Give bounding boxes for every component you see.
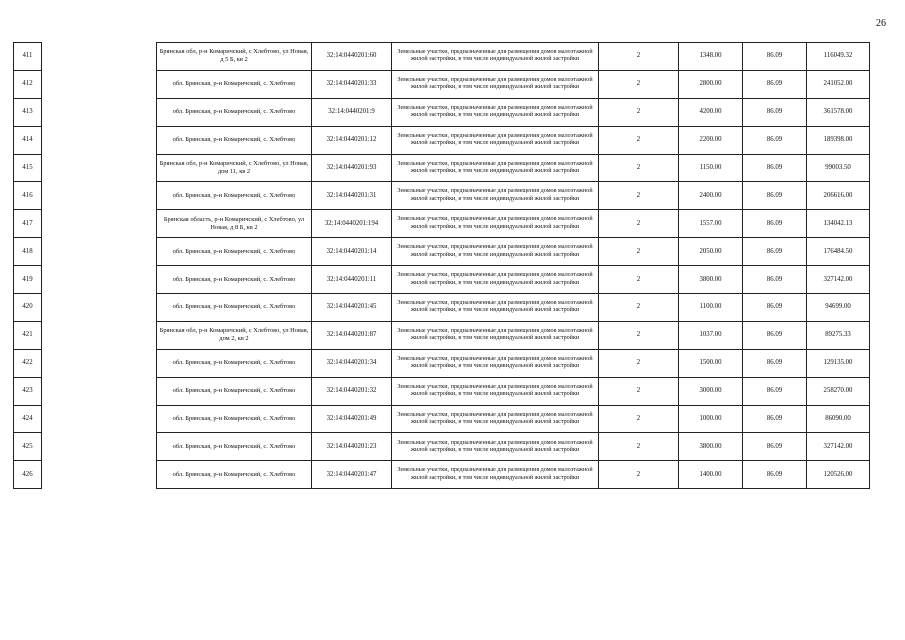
- category-cell: 2: [599, 461, 679, 489]
- area-cell: 1348.00: [679, 43, 743, 71]
- row-number-cell: 422: [14, 349, 42, 377]
- blank-column-cell: [42, 126, 157, 154]
- row-number-cell: 416: [14, 182, 42, 210]
- land-purpose-cell: Земельные участки, предназначенные для размещения домов малоэтажной жилой застройки, в том числе индивидуальной жилой застройки: [392, 70, 599, 98]
- table-row: [14, 433, 870, 461]
- area-cell: 2200.00: [679, 126, 743, 154]
- category-cell: 2: [599, 377, 679, 405]
- cadastral-number-cell: 32:14:0440201:32: [312, 377, 392, 405]
- category-cell: 2: [599, 349, 679, 377]
- area-cell: 1000.00: [679, 405, 743, 433]
- address-cell: обл. Брянская, р-н Комаричский, с. Хлебтово: [157, 377, 312, 405]
- row-number-cell: 414: [14, 126, 42, 154]
- row-number-cell: 419: [14, 266, 42, 294]
- cadastral-number-cell: 32:14:0440201:45: [312, 294, 392, 322]
- blank-column-cell: [42, 294, 157, 322]
- page-number: 26: [876, 18, 886, 29]
- blank-column-cell: [42, 238, 157, 266]
- address-cell: обл. Брянская, р-н Комаричский, с. Хлебтово: [157, 349, 312, 377]
- cadastral-value-cell: 89275.33: [807, 321, 870, 349]
- blank-column-cell: [42, 405, 157, 433]
- blank-column-cell: [42, 210, 157, 238]
- blank-column-cell: [42, 70, 157, 98]
- cadastral-number-cell: 32:14:0440201:11: [312, 266, 392, 294]
- row-number-cell: 411: [14, 43, 42, 71]
- rate-cell: 86.09: [743, 377, 807, 405]
- row-number-cell: 424: [14, 405, 42, 433]
- row-number-cell: 423: [14, 377, 42, 405]
- cadastral-value-cell: 189398.00: [807, 126, 870, 154]
- category-cell: 2: [599, 210, 679, 238]
- land-purpose-cell: Земельные участки, предназначенные для размещения домов малоэтажной жилой застройки, в том числе индивидуальной жилой застройки: [392, 210, 599, 238]
- cadastral-number-cell: 32:14:0440201:14: [312, 238, 392, 266]
- land-purpose-cell: Земельные участки, предназначенные для размещения домов малоэтажной жилой застройки, в том числе индивидуальной жилой застройки: [392, 461, 599, 489]
- row-number-cell: 412: [14, 70, 42, 98]
- blank-column-cell: [42, 321, 157, 349]
- cadastral-number-cell: 32:14:0440201:49: [312, 405, 392, 433]
- category-cell: 2: [599, 70, 679, 98]
- land-purpose-cell: Земельные участки, предназначенные для размещения домов малоэтажной жилой застройки, в том числе индивидуальной жилой застройки: [392, 154, 599, 182]
- cadastral-value-cell: 129135.00: [807, 349, 870, 377]
- land-purpose-cell: Земельные участки, предназначенные для размещения домов малоэтажной жилой застройки, в том числе индивидуальной жилой застройки: [392, 182, 599, 210]
- land-purpose-cell: Земельные участки, предназначенные для размещения домов малоэтажной жилой застройки, в том числе индивидуальной жилой застройки: [392, 321, 599, 349]
- land-purpose-cell: Земельные участки, предназначенные для размещения домов малоэтажной жилой застройки, в том числе индивидуальной жилой застройки: [392, 433, 599, 461]
- address-cell: Брянская обл, р-н Комаричский, с Хлебтово, ул Новая, дом 2, кв 2: [157, 321, 312, 349]
- rate-cell: 86.09: [743, 43, 807, 71]
- cadastral-value-cell: 99003.50: [807, 154, 870, 182]
- cadastral-value-cell: 94699.00: [807, 294, 870, 322]
- address-cell: Брянская обл, р-н Комаричский, с Хлебтово, ул Новая, дом 11, кв 2: [157, 154, 312, 182]
- blank-column-cell: [42, 433, 157, 461]
- address-cell: обл. Брянская, р-н Комаричский, с. Хлебтово: [157, 294, 312, 322]
- row-number-cell: 425: [14, 433, 42, 461]
- rate-cell: 86.09: [743, 154, 807, 182]
- land-purpose-cell: Земельные участки, предназначенные для размещения домов малоэтажной жилой застройки, в том числе индивидуальной жилой застройки: [392, 98, 599, 126]
- rate-cell: 86.09: [743, 321, 807, 349]
- address-cell: обл. Брянская, р-н Комаричский, с. Хлебтово: [157, 98, 312, 126]
- address-cell: обл. Брянская, р-н Комаричский, с. Хлебтово: [157, 70, 312, 98]
- cadastral-value-cell: 206616.00: [807, 182, 870, 210]
- rate-cell: 86.09: [743, 238, 807, 266]
- area-cell: 2050.00: [679, 238, 743, 266]
- table-row: [14, 377, 870, 405]
- blank-column-cell: [42, 154, 157, 182]
- cadastral-number-cell: 32:14:0440201:60: [312, 43, 392, 71]
- blank-column-cell: [42, 43, 157, 71]
- rate-cell: 86.09: [743, 182, 807, 210]
- table-row: [14, 154, 870, 182]
- area-cell: 1500.00: [679, 349, 743, 377]
- cadastral-number-cell: 32:14:0440201:9: [312, 98, 392, 126]
- area-cell: 1037.00: [679, 321, 743, 349]
- rate-cell: 86.09: [743, 210, 807, 238]
- cadastral-value-cell: 116049.32: [807, 43, 870, 71]
- cadastral-number-cell: 32:14:0440201:93: [312, 154, 392, 182]
- blank-column-cell: [42, 98, 157, 126]
- table-row: [14, 182, 870, 210]
- area-cell: 1400.00: [679, 461, 743, 489]
- land-purpose-cell: Земельные участки, предназначенные для размещения домов малоэтажной жилой застройки, в том числе индивидуальной жилой застройки: [392, 377, 599, 405]
- area-cell: 2800.00: [679, 70, 743, 98]
- address-cell: обл. Брянская, р-н Комаричский, с. Хлебтово: [157, 266, 312, 294]
- category-cell: 2: [599, 321, 679, 349]
- rate-cell: 86.09: [743, 433, 807, 461]
- cadastral-value-cell: 327142.00: [807, 266, 870, 294]
- area-cell: 1100.00: [679, 294, 743, 322]
- area-cell: 4200.00: [679, 98, 743, 126]
- cadastral-number-cell: 32:14:0440201:23: [312, 433, 392, 461]
- table-row: [14, 98, 870, 126]
- blank-column-cell: [42, 461, 157, 489]
- table-row: [14, 238, 870, 266]
- table-row: [14, 405, 870, 433]
- row-number-cell: 415: [14, 154, 42, 182]
- table-body: [14, 43, 870, 489]
- category-cell: 2: [599, 182, 679, 210]
- area-cell: 3800.00: [679, 266, 743, 294]
- rate-cell: 86.09: [743, 461, 807, 489]
- land-purpose-cell: Земельные участки, предназначенные для размещения домов малоэтажной жилой застройки, в том числе индивидуальной жилой застройки: [392, 126, 599, 154]
- address-cell: обл. Брянская, р-н Комаричский, с. Хлебтово: [157, 126, 312, 154]
- row-number-cell: 426: [14, 461, 42, 489]
- cadastral-number-cell: 32:14:0440201:33: [312, 70, 392, 98]
- category-cell: 2: [599, 98, 679, 126]
- cadastral-number-cell: 32:14:0440201:194: [312, 210, 392, 238]
- row-number-cell: 413: [14, 98, 42, 126]
- cadastral-value-cell: 258270.00: [807, 377, 870, 405]
- category-cell: 2: [599, 433, 679, 461]
- category-cell: 2: [599, 154, 679, 182]
- rate-cell: 86.09: [743, 349, 807, 377]
- row-number-cell: 417: [14, 210, 42, 238]
- table-row: [14, 70, 870, 98]
- land-purpose-cell: Земельные участки, предназначенные для размещения домов малоэтажной жилой застройки, в том числе индивидуальной жилой застройки: [392, 405, 599, 433]
- rate-cell: 86.09: [743, 98, 807, 126]
- area-cell: 3000.00: [679, 377, 743, 405]
- category-cell: 2: [599, 238, 679, 266]
- address-cell: обл. Брянская, р-н Комаричский, с. Хлебтово: [157, 182, 312, 210]
- blank-column-cell: [42, 349, 157, 377]
- cadastral-number-cell: 32:14:0440201:12: [312, 126, 392, 154]
- cadastral-number-cell: 32:14:0440201:31: [312, 182, 392, 210]
- blank-column-cell: [42, 182, 157, 210]
- cadastral-value-cell: 241052.00: [807, 70, 870, 98]
- land-purpose-cell: Земельные участки, предназначенные для размещения домов малоэтажной жилой застройки, в том числе индивидуальной жилой застройки: [392, 294, 599, 322]
- area-cell: 2400.00: [679, 182, 743, 210]
- cadastral-value-cell: 134042.13: [807, 210, 870, 238]
- rate-cell: 86.09: [743, 126, 807, 154]
- row-number-cell: 421: [14, 321, 42, 349]
- table-row: [14, 321, 870, 349]
- row-number-cell: 420: [14, 294, 42, 322]
- address-cell: обл. Брянская, р-н Комаричский, с. Хлебтово: [157, 433, 312, 461]
- address-cell: Брянская область, р-н Комаричский, с Хлебтово, ул Новая, д 8 Б, кв 2: [157, 210, 312, 238]
- land-purpose-cell: Земельные участки, предназначенные для размещения домов малоэтажной жилой застройки, в том числе индивидуальной жилой застройки: [392, 266, 599, 294]
- rate-cell: 86.09: [743, 294, 807, 322]
- land-purpose-cell: Земельные участки, предназначенные для размещения домов малоэтажной жилой застройки, в том числе индивидуальной жилой застройки: [392, 349, 599, 377]
- category-cell: 2: [599, 294, 679, 322]
- address-cell: обл. Брянская, р-н Комаричский, с. Хлебтово: [157, 405, 312, 433]
- cadastral-value-cell: 361578.00: [807, 98, 870, 126]
- area-cell: 1150.00: [679, 154, 743, 182]
- area-cell: 3800.00: [679, 433, 743, 461]
- category-cell: 2: [599, 405, 679, 433]
- address-cell: обл. Брянская, р-н Комаричский, с. Хлебтово: [157, 461, 312, 489]
- rate-cell: 86.09: [743, 70, 807, 98]
- cadastral-value-cell: 176484.50: [807, 238, 870, 266]
- cadastral-number-cell: 32:14:0440201:87: [312, 321, 392, 349]
- category-cell: 2: [599, 126, 679, 154]
- area-cell: 1557.00: [679, 210, 743, 238]
- category-cell: 2: [599, 43, 679, 71]
- cadastral-value-cell: 327142.00: [807, 433, 870, 461]
- blank-column-cell: [42, 377, 157, 405]
- cadastral-number-cell: 32:14:0440201:34: [312, 349, 392, 377]
- row-number-cell: 418: [14, 238, 42, 266]
- table-row: [14, 294, 870, 322]
- address-cell: обл. Брянская, р-н Комаричский, с. Хлебтово: [157, 238, 312, 266]
- table-row: [14, 43, 870, 71]
- table-row: [14, 126, 870, 154]
- land-plot-table: [13, 42, 870, 489]
- cadastral-number-cell: 32:14:0440201:47: [312, 461, 392, 489]
- blank-column-cell: [42, 266, 157, 294]
- cadastral-value-cell: 86090.00: [807, 405, 870, 433]
- land-purpose-cell: Земельные участки, предназначенные для размещения домов малоэтажной жилой застройки, в том числе индивидуальной жилой застройки: [392, 238, 599, 266]
- rate-cell: 86.09: [743, 405, 807, 433]
- address-cell: Брянская обл, р-н Комаричский, с Хлебтово, ул Новая, д 5 Б, кв 2: [157, 43, 312, 71]
- table-row: [14, 266, 870, 294]
- table-row: [14, 349, 870, 377]
- category-cell: 2: [599, 266, 679, 294]
- cadastral-value-cell: 120526.00: [807, 461, 870, 489]
- rate-cell: 86.09: [743, 266, 807, 294]
- table-row: [14, 461, 870, 489]
- land-purpose-cell: Земельные участки, предназначенные для размещения домов малоэтажной жилой застройки, в том числе индивидуальной жилой застройки: [392, 43, 599, 71]
- table-row: [14, 210, 870, 238]
